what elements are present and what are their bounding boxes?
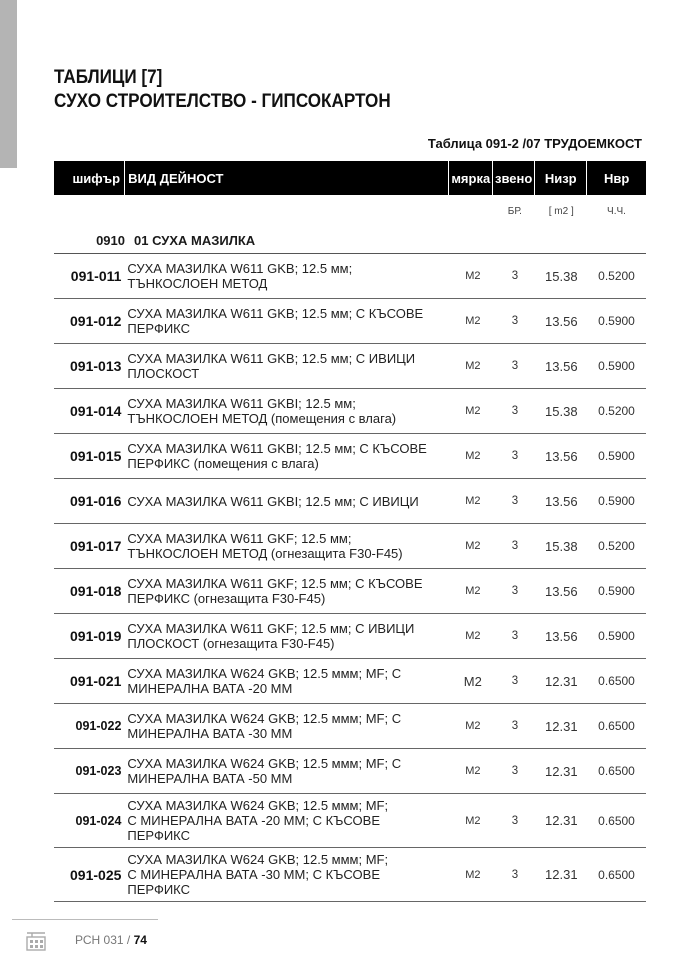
row-nizr: 13.56 bbox=[545, 493, 578, 509]
row-code: 091-011 bbox=[70, 268, 122, 284]
row-nvr: 0.5200 bbox=[598, 269, 635, 283]
row-crew: 3 bbox=[511, 630, 519, 642]
row-code: 091-015 bbox=[70, 448, 122, 464]
page-footer bbox=[75, 933, 147, 947]
row-unit: M2 bbox=[465, 814, 481, 827]
row-nvr: 0.5200 bbox=[598, 539, 635, 553]
row-crew: 3 bbox=[511, 495, 519, 507]
page-edge-tab bbox=[0, 0, 17, 168]
table-row bbox=[54, 299, 646, 344]
row-unit: M2 bbox=[465, 360, 481, 372]
unit-nizr: [ m2 ] bbox=[548, 205, 574, 217]
row-code: 091-021 bbox=[70, 673, 122, 689]
unit-nvr: Ч.Ч. bbox=[607, 205, 626, 217]
row-crew: 3 bbox=[511, 585, 519, 597]
row-description: СУХА МАЗИЛКА W611 GKB; 12.5 мм; С КЪСОВЕ ПЕРФИКС bbox=[127, 306, 424, 336]
row-description: СУХА МАЗИЛКА W624 GKB; 12.5 ммм; MF; С МИНЕРАЛНА ВАТА -20 ММ; С КЪСОВЕ ПЕРФИКС bbox=[127, 798, 389, 843]
row-nizr: 13.56 bbox=[545, 628, 578, 644]
row-unit: M2 bbox=[465, 450, 481, 462]
table-row bbox=[54, 794, 646, 848]
row-crew: 3 bbox=[511, 675, 519, 687]
section-title: 01 СУХА МАЗИЛКА bbox=[134, 232, 256, 248]
row-crew: 3 bbox=[511, 814, 519, 827]
row-unit: M2 bbox=[465, 720, 481, 732]
row-crew: 3 bbox=[511, 540, 519, 552]
row-crew: 3 bbox=[511, 868, 519, 881]
row-nizr: 15.38 bbox=[545, 268, 578, 284]
row-description: СУХА МАЗИЛКА W611 GKBI; 12.5 мм; С КЪСОВЕ ПЕРФИКС (помещения с влага) bbox=[127, 441, 427, 471]
row-nvr: 0.5900 bbox=[598, 494, 635, 508]
row-nvr: 0.6500 bbox=[598, 813, 635, 828]
row-nizr: 12.31 bbox=[545, 673, 578, 689]
units-row bbox=[54, 195, 646, 227]
row-code: 091-024 bbox=[75, 813, 122, 828]
row-code: 091-014 bbox=[70, 403, 122, 419]
row-description: СУХА МАЗИЛКА W611 GKB; 12.5 мм; ТЪНКОСЛОЕН МЕТОД bbox=[127, 261, 353, 291]
row-nvr: 0.6500 bbox=[598, 719, 635, 733]
table-row bbox=[54, 524, 646, 569]
header-code: шифър bbox=[54, 161, 125, 195]
row-description: СУХА МАЗИЛКА W611 GKF; 12.5 мм; С КЪСОВЕ ПЕРФИКС (огнезащита F30-F45) bbox=[127, 576, 423, 606]
row-nizr: 13.56 bbox=[545, 313, 578, 329]
section-code: 0910 bbox=[96, 232, 125, 248]
table-row bbox=[54, 704, 646, 749]
row-description: СУХА МАЗИЛКА W611 GKBI; 12.5 мм; ТЪНКОСЛОЕН МЕТОД (помещения с влага) bbox=[127, 396, 397, 426]
row-nizr: 13.56 bbox=[545, 358, 578, 374]
row-description: СУХА МАЗИЛКА W624 GKB; 12.5 ммм; MF; С МИНЕРАЛНА ВАТА -20 ММ bbox=[127, 666, 402, 696]
row-crew: 3 bbox=[511, 315, 519, 327]
row-crew: 3 bbox=[511, 360, 519, 372]
row-nvr: 0.5900 bbox=[598, 584, 635, 598]
row-code: 091-023 bbox=[75, 764, 122, 778]
table-row bbox=[54, 848, 646, 902]
row-code: 091-017 bbox=[70, 538, 122, 554]
row-description: СУХА МАЗИЛКА W624 GKB; 12.5 ммм; MF; С МИНЕРАЛНА ВАТА -30 ММ bbox=[127, 711, 402, 741]
table-row bbox=[54, 749, 646, 794]
row-crew: 3 bbox=[511, 270, 519, 282]
row-code: 091-022 bbox=[75, 719, 122, 733]
row-nizr: 15.38 bbox=[545, 538, 578, 554]
labor-table bbox=[54, 161, 646, 902]
title-line-1: ТАБЛИЦИ [7] bbox=[54, 67, 163, 88]
row-crew: 3 bbox=[511, 450, 519, 462]
row-nvr: 0.5900 bbox=[598, 314, 635, 328]
row-unit: M2 bbox=[465, 765, 481, 777]
header-nvr: Нвр bbox=[604, 170, 630, 186]
row-nvr: 0.6500 bbox=[598, 674, 635, 688]
row-description: СУХА МАЗИЛКА W611 GKF; 12.5 мм; ТЪНКОСЛОЕН МЕТОД (огнезащита F30-F45) bbox=[127, 531, 403, 561]
row-unit: M2 bbox=[463, 673, 482, 689]
crane-building-icon bbox=[24, 928, 48, 952]
row-nvr: 0.5900 bbox=[598, 359, 635, 373]
table-row bbox=[54, 659, 646, 704]
row-crew: 3 bbox=[511, 765, 519, 777]
row-description: СУХА МАЗИЛКА W624 GKB; 12.5 ммм; MF; С МИНЕРАЛНА ВАТА -30 ММ; С КЪСОВЕ ПЕРФИКС bbox=[127, 852, 389, 897]
title-line-2: СУХО СТРОИТЕЛСТВО - ГИПСОКАРТОН bbox=[54, 91, 391, 112]
row-code: 091-012 bbox=[70, 313, 122, 329]
row-nvr: 0.5900 bbox=[598, 629, 635, 643]
row-crew: 3 bbox=[511, 720, 519, 732]
row-code: 091-019 bbox=[70, 628, 122, 644]
header-description: ВИД ДЕЙНОСТ bbox=[125, 161, 449, 195]
row-code: 091-025 bbox=[70, 866, 122, 883]
unit-crew: БР. bbox=[507, 205, 522, 217]
row-nizr: 12.31 bbox=[545, 763, 578, 779]
row-unit: M2 bbox=[465, 270, 481, 282]
row-unit: M2 bbox=[465, 868, 481, 881]
row-description: СУХА МАЗИЛКА W624 GKB; 12.5 ммм; MF; С МИНЕРАЛНА ВАТА -50 ММ bbox=[127, 756, 402, 786]
row-crew: 3 bbox=[511, 405, 519, 417]
row-unit: M2 bbox=[465, 405, 481, 417]
row-description: СУХА МАЗИЛКА W611 GKB; 12.5 мм; С ИВИЦИ ПЛОСКОСТ bbox=[127, 351, 416, 381]
table-row bbox=[54, 569, 646, 614]
page-number: 74 bbox=[133, 933, 147, 947]
row-unit: M2 bbox=[465, 540, 481, 552]
row-unit: M2 bbox=[465, 630, 481, 642]
table-row bbox=[54, 479, 646, 524]
row-nvr: 0.6500 bbox=[598, 764, 635, 778]
row-nizr: 12.31 bbox=[545, 867, 578, 882]
row-code: 091-016 bbox=[70, 493, 122, 509]
header-nizr: Низр bbox=[535, 161, 587, 195]
row-description: СУХА МАЗИЛКА W611 GKF; 12.5 мм; С ИВИЦИ ПЛОСКОСТ (огнезащита F30-F45) bbox=[127, 621, 415, 651]
table-row bbox=[54, 614, 646, 659]
row-nizr: 12.31 bbox=[545, 813, 578, 828]
footer-divider bbox=[12, 919, 158, 920]
row-unit: M2 bbox=[465, 495, 481, 507]
row-nizr: 15.38 bbox=[545, 403, 578, 419]
row-unit: M2 bbox=[465, 315, 481, 327]
row-unit: M2 bbox=[465, 585, 481, 597]
table-row bbox=[54, 389, 646, 434]
row-nvr: 0.5200 bbox=[598, 404, 635, 418]
table-caption: Таблица 091-2 /07 ТРУДОЕМКОСТ bbox=[427, 136, 642, 151]
row-nvr: 0.5900 bbox=[598, 449, 635, 463]
row-code: 091-013 bbox=[70, 358, 122, 374]
table-header bbox=[54, 161, 646, 195]
row-code: 091-018 bbox=[70, 583, 122, 599]
section-row bbox=[54, 227, 646, 254]
row-description: СУХА МАЗИЛКА W611 GKBI; 12.5 мм; С ИВИЦИ bbox=[127, 493, 419, 509]
table-row bbox=[54, 254, 646, 299]
table-body bbox=[54, 254, 646, 902]
row-nizr: 13.56 bbox=[545, 583, 578, 599]
table-row bbox=[54, 434, 646, 479]
row-nizr: 12.31 bbox=[545, 718, 578, 734]
row-nvr: 0.6500 bbox=[598, 867, 635, 882]
header-crew: звено bbox=[493, 161, 535, 195]
page-title bbox=[54, 66, 391, 114]
table-row bbox=[54, 344, 646, 389]
header-unit: мярка bbox=[449, 161, 493, 195]
footer-label: РСН 031 / bbox=[75, 933, 134, 947]
row-nizr: 13.56 bbox=[545, 448, 578, 464]
